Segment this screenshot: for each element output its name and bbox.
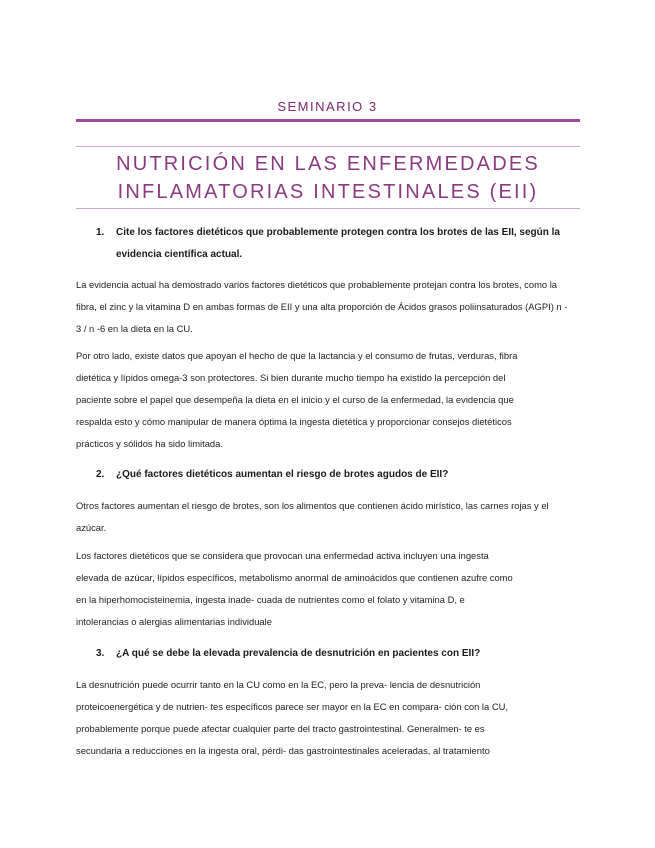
paragraph-line: azúcar. bbox=[76, 522, 107, 533]
paragraph-line: Los factores dietéticos que se considera que provocan una enfermedad activa incluyen una ingesta bbox=[76, 550, 489, 561]
paragraph-line: elevada de azúcar, lípidos específicos, metabolismo anormal de aminoácidos que contienen azufre como bbox=[76, 572, 513, 583]
title-line: NUTRICIÓN EN LAS ENFERMEDADES bbox=[116, 153, 540, 175]
paragraph-line: respalda esto y cómo manipular de manera óptima la ingesta dietética y proporcionar consejos dietéticos bbox=[76, 416, 512, 427]
question-1 bbox=[96, 222, 566, 266]
question-text: ¿Qué factores dietéticos aumentan el riesgo de brotes agudos de EII? bbox=[116, 469, 449, 480]
answer-paragraph bbox=[76, 674, 580, 762]
paragraph-line: proteicoenergética y de nutrien- tes específicos parece ser mayor en la EC en compara- ción con la CU, bbox=[76, 701, 508, 712]
paragraph-line: probablemente porque puede afectar cualquier parte del tracto gastrointestinal. Generalmen- te es bbox=[76, 723, 485, 734]
answer-paragraph bbox=[76, 274, 580, 340]
paragraph-line: secundaria a reducciones en la ingesta oral, pérdi- das gastrointestinales aceleradas, al tratamiento bbox=[76, 745, 490, 756]
title-bottom-rule bbox=[76, 208, 580, 209]
paragraph-line: La desnutrición puede ocurrir tanto en la CU como en la EC, pero la preva- lencia de desnutrición bbox=[76, 679, 481, 690]
paragraph-line: intolerancias o alergias alimentarias individuale bbox=[76, 616, 272, 627]
title-top-rule bbox=[76, 146, 580, 147]
answer-paragraph bbox=[76, 545, 580, 633]
seminar-label: SEMINARIO 3 bbox=[277, 99, 378, 114]
paragraph-line: Otros factores aumentan el riesgo de brotes, son los alimentos que contienen ácido mirístico, las carnes rojas y el bbox=[76, 500, 549, 511]
paragraph-line: dietética y lípidos omega-3 son protectores. Si bien durante mucho tiempo ha existido la percepción del bbox=[76, 372, 506, 383]
answer-paragraph bbox=[76, 495, 580, 539]
question-text: Cite los factores dietéticos que probablemente protegen contra los brotes de las EII, según la bbox=[116, 227, 560, 238]
paragraph-line: en la hiperhomocisteinemia, ingesta inade- cuada de nutrientes como el folato y vitamina D, e bbox=[76, 594, 465, 605]
question-number: 3. bbox=[96, 648, 105, 659]
paragraph-line: Por otro lado, existe datos que apoyan el hecho de que la lactancia y el consumo de frutas, verduras, fibra bbox=[76, 350, 518, 361]
question-number: 2. bbox=[96, 469, 105, 480]
paragraph-line: 3 / n -6 en la dieta en la CU. bbox=[76, 323, 193, 334]
question-2 bbox=[96, 464, 566, 486]
paragraph-line: paciente sobre el papel que desempeña la dieta en el inicio y el curso de la enfermedad, la evidencia que bbox=[76, 394, 514, 405]
title-line: INFLAMATORIAS INTESTINALES (EII) bbox=[117, 181, 539, 203]
paragraph-line: La evidencia actual ha demostrado varios factores dietéticos que probablemente protejan contra los brotes, como la bbox=[76, 279, 558, 290]
question-text: ¿A qué se debe la elevada prevalencia de desnutrición en pacientes con EII? bbox=[116, 648, 481, 659]
answer-paragraph bbox=[76, 345, 580, 455]
paragraph-line: fibra, el zinc y la vitamina D en ambas formas de EII y una alta proporción de Ácidos grasos poliinsaturados (AGPI) n - bbox=[76, 301, 568, 312]
paragraph-line: prácticos y sólidos ha sido limitada. bbox=[76, 438, 223, 449]
question-3 bbox=[96, 643, 566, 665]
question-number: 1. bbox=[96, 227, 105, 238]
question-text: evidencia científica actual. bbox=[116, 249, 243, 260]
document-title bbox=[76, 150, 580, 206]
header-divider bbox=[76, 119, 580, 122]
